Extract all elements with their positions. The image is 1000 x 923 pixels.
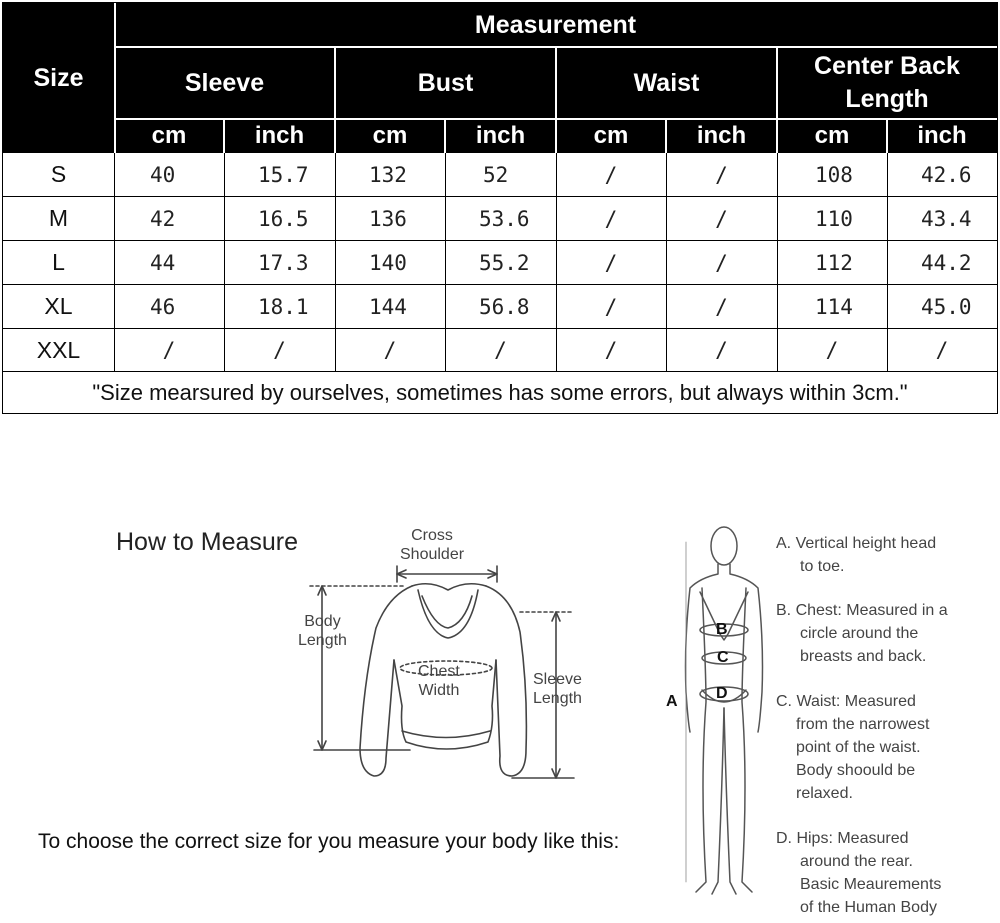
bust-header: Bust xyxy=(335,47,556,119)
size-cell: M xyxy=(48,205,69,231)
marker-b: B xyxy=(716,621,728,638)
measurement-header: Measurement xyxy=(114,3,997,47)
body-figure-icon xyxy=(676,522,776,902)
value-cell: 45.0 xyxy=(921,294,972,319)
body-length-label xyxy=(298,612,347,650)
value-cell: 144 xyxy=(369,294,407,319)
value-cell: / xyxy=(604,294,618,319)
chest-width-label xyxy=(418,662,460,700)
size-table xyxy=(2,2,998,414)
center-back-line-1: Center Back xyxy=(814,52,960,80)
cross-label-line1: Cross xyxy=(411,527,453,544)
unit-header: cm xyxy=(777,119,887,153)
sleeve-length-label xyxy=(533,670,582,708)
size-cell: S xyxy=(50,161,67,187)
value-cell: 53.6 xyxy=(479,206,530,231)
value-cell: 46 xyxy=(150,294,176,319)
chest-label-line1: Chest xyxy=(418,663,460,680)
waist-header: Waist xyxy=(556,47,777,119)
value-cell: 42 xyxy=(150,206,176,231)
center-back-line-2: Length xyxy=(845,85,929,113)
legend-d-line2: around the rear. xyxy=(800,853,913,870)
value-cell: 16.5 xyxy=(258,206,309,231)
unit-header: inch xyxy=(666,119,777,153)
value-cell: 18.1 xyxy=(258,294,309,319)
body-label-line1: Body xyxy=(304,613,341,630)
legend-c xyxy=(776,690,929,805)
value-cell: 112 xyxy=(815,250,853,275)
size-cell: XXL xyxy=(36,336,81,363)
legend-a-line1: A. Vertical height head xyxy=(776,535,937,552)
legend-a-line2: to toe. xyxy=(800,558,845,575)
value-cell: / xyxy=(604,250,618,275)
value-cell: 40 xyxy=(150,162,176,187)
legend-b-line1: B. Chest: Measured in a xyxy=(776,602,948,619)
size-header: Size xyxy=(3,3,114,153)
chest-label-line2: Width xyxy=(418,682,460,699)
value-cell: / xyxy=(715,338,728,362)
value-cell: / xyxy=(715,250,728,275)
legend-b-line3: breasts and back. xyxy=(800,648,927,665)
sleeve-header: Sleeve xyxy=(114,47,335,119)
marker-a: A xyxy=(666,693,678,710)
cross-label-line2: Shoulder xyxy=(400,546,465,563)
value-cell: 140 xyxy=(369,250,407,275)
legend-d-line4: of the Human Body xyxy=(800,899,937,916)
center-back-length-header xyxy=(777,47,997,119)
value-cell: 110 xyxy=(815,206,853,231)
value-cell: 52 xyxy=(483,162,509,187)
sleeve-label-line1: Sleeve xyxy=(533,671,582,688)
legend-c-line5: relaxed. xyxy=(796,785,853,802)
value-cell: / xyxy=(604,162,618,187)
value-cell: / xyxy=(935,338,949,362)
unit-header: inch xyxy=(224,119,335,153)
legend-d-line3: Basic Meaurements xyxy=(800,876,942,893)
sleeve-label-line2: Length xyxy=(533,690,582,707)
marker-c: C xyxy=(717,649,729,666)
size-note: "Size mearsured by ourselves, sometimes has some errors, but always within 3cm." xyxy=(92,380,908,405)
value-cell: / xyxy=(715,162,728,187)
value-cell: 44.2 xyxy=(921,250,972,275)
value-cell: 108 xyxy=(815,162,853,187)
value-cell: / xyxy=(715,294,728,319)
how-to-measure-title: How to Measure xyxy=(116,528,299,556)
value-cell: 17.3 xyxy=(258,250,309,275)
value-cell: 56.8 xyxy=(479,294,530,319)
measure-instruction: To choose the correct size for you measure your body like this: xyxy=(38,830,620,853)
value-cell: / xyxy=(162,338,176,362)
value-cell: / xyxy=(604,338,618,362)
unit-header: cm xyxy=(335,119,445,153)
marker-d: D xyxy=(716,685,728,702)
legend-c-line2: from the narrowest xyxy=(796,716,930,733)
value-cell: / xyxy=(273,338,286,362)
legend-a xyxy=(776,532,936,578)
value-cell: 55.2 xyxy=(479,250,530,275)
unit-header: cm xyxy=(556,119,666,153)
unit-header: cm xyxy=(114,119,224,153)
legend-d-line1: D. Hips: Measured xyxy=(776,830,909,847)
value-cell: / xyxy=(383,338,397,362)
unit-header: inch xyxy=(445,119,556,153)
value-cell: 136 xyxy=(369,206,407,231)
size-cell: L xyxy=(52,249,65,275)
size-cell: XL xyxy=(44,293,73,319)
value-cell: 42.6 xyxy=(921,162,972,187)
legend-c-line4: Body shoould be xyxy=(796,762,916,779)
legend-c-line1: C. Waist: Measured xyxy=(776,693,916,710)
legend-b xyxy=(776,599,948,668)
cross-shoulder-label xyxy=(400,526,464,564)
unit-header: inch xyxy=(887,119,997,153)
body-label-line2: Length xyxy=(298,632,347,649)
value-cell: 15.7 xyxy=(258,162,309,187)
value-cell: 132 xyxy=(369,162,407,187)
value-cell: 43.4 xyxy=(921,206,972,231)
legend-b-line2: circle around the xyxy=(800,625,919,642)
value-cell: / xyxy=(494,338,507,362)
value-cell: / xyxy=(825,338,839,362)
value-cell: 44 xyxy=(150,250,176,275)
value-cell: / xyxy=(604,206,618,231)
legend-d xyxy=(776,827,941,919)
value-cell: 114 xyxy=(815,294,853,319)
legend-c-line3: point of the waist. xyxy=(796,739,921,756)
value-cell: / xyxy=(715,206,728,231)
